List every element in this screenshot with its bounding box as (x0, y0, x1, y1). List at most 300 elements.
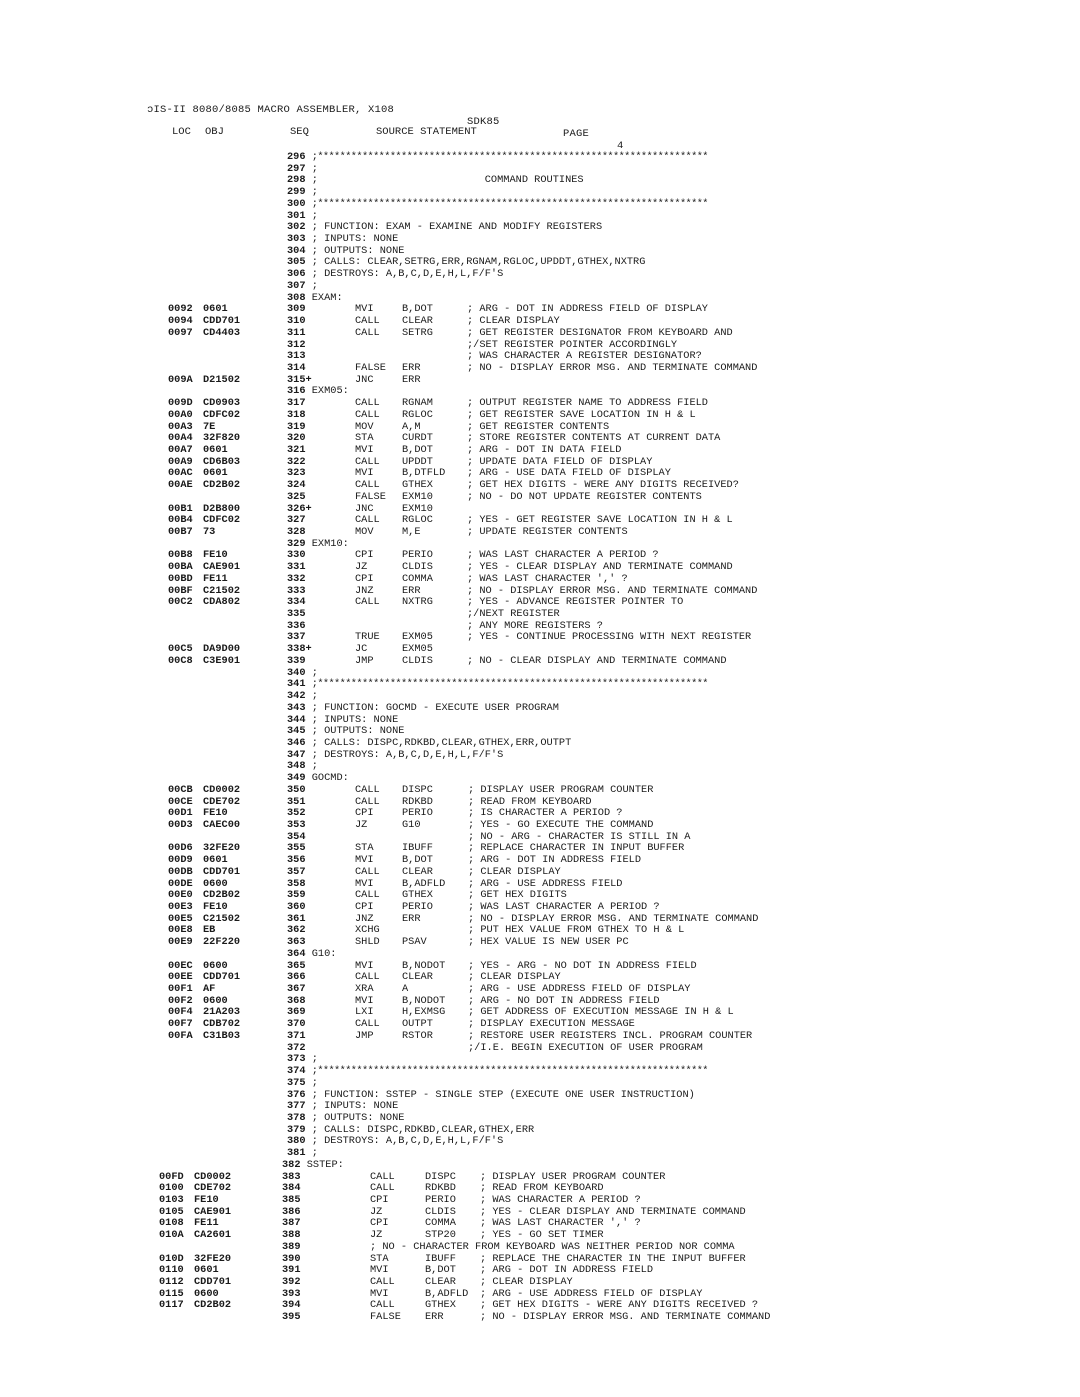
mnemonic: CALL (355, 397, 380, 410)
comment: ; ARG - NO DOT IN ADDRESS FIELD (468, 994, 660, 1007)
operand: CLDIS (425, 1205, 456, 1218)
listing-line (0, 937, 1080, 949)
operand: STP20 (425, 1229, 456, 1242)
mnemonic: JMP (355, 1029, 374, 1042)
comment: ; GET ADDRESS OF EXECUTION MESSAGE IN H & L (468, 1006, 734, 1019)
source-text: ; CALLS: CLEAR,SETRG,ERR,RGNAM,RGLOC,UPDDT,GTHEX,NXTRG (311, 256, 646, 269)
seq-number: 361 (287, 912, 306, 925)
seq-number: 368 (287, 994, 306, 1007)
operand: COMMA (425, 1217, 456, 1230)
source-line (287, 199, 708, 211)
mnemonic: MVI (355, 443, 374, 456)
seq-number: 314 (287, 361, 306, 374)
operand: UPDDT (402, 455, 433, 468)
object-code: D2B800 (203, 502, 241, 515)
mnemonic: MVI (355, 854, 374, 867)
seq-number: 371 (287, 1029, 306, 1042)
mnemonic: CPI (370, 1217, 389, 1230)
seq-number: 338+ (287, 643, 312, 656)
seq-number: 301 (287, 209, 306, 222)
object-code: 7E (203, 420, 216, 433)
object-code: CD2B02 (203, 479, 241, 492)
source-text: SSTEP: (306, 1158, 344, 1171)
operand: ERR (402, 912, 421, 925)
operand: B,ADFLD (402, 877, 446, 890)
comment: ; ARG - USE ADDRESS FIELD (468, 877, 623, 890)
comment: ; YES - GO EXECUTE THE COMMAND (468, 818, 654, 831)
source-text: ; (311, 186, 318, 199)
operand: ERR (402, 584, 421, 597)
mnemonic: STA (370, 1252, 389, 1265)
operand: DISPC (402, 783, 433, 796)
object-code: CD0002 (194, 1170, 232, 1183)
seq-number: 391 (282, 1264, 301, 1277)
comment: ; YES - CLEAR DISPLAY AND TERMINATE COMMAND (467, 561, 733, 574)
comment: ; NO - CLEAR DISPLAY AND TERMINATE COMMAND (467, 654, 727, 667)
listing-line (0, 703, 1080, 715)
comment: ; OUTPUT REGISTER NAME TO ADDRESS FIELD (467, 397, 708, 410)
object-code: 0600 (203, 877, 228, 890)
comment: ;/NEXT REGISTER (467, 608, 560, 621)
mnemonic: CALL (355, 865, 380, 878)
object-code: CD0002 (203, 783, 241, 796)
location-address: 0108 (159, 1217, 184, 1230)
object-code: D21502 (203, 373, 241, 386)
object-code: C31B03 (203, 1029, 241, 1042)
mnemonic: MVI (355, 467, 374, 480)
seq-number: 377 (287, 1100, 306, 1113)
mnemonic: MOV (355, 526, 374, 538)
mnemonic: MVI (370, 1264, 389, 1277)
source-line (287, 750, 503, 762)
listing-line (0, 222, 1080, 234)
comment: ; IS CHARACTER A PERIOD ? (468, 807, 623, 820)
operand: ERR (402, 361, 421, 374)
operand: CURDT (402, 432, 433, 445)
object-code: C21502 (203, 912, 241, 925)
object-code: CDD701 (194, 1276, 232, 1288)
separator-line: ;********************************************************************** (311, 197, 708, 210)
object-code: 0601 (203, 854, 228, 867)
listing-line (0, 820, 1080, 832)
operand: CLEAR (402, 315, 433, 328)
seq-number: 333 (287, 584, 306, 597)
object-code: CAE901 (203, 561, 241, 574)
comment: ; UPDATE REGISTER CONTENTS (467, 526, 628, 538)
source-line (287, 1066, 708, 1078)
object-code: CD6B03 (203, 455, 241, 468)
source-text: ; CALLS: DISPC,RDKBD,CLEAR,GTHEX,ERR,OUTPT (311, 736, 572, 749)
operand: IBUFF (425, 1252, 456, 1265)
column-header-obj: OBJ (205, 126, 224, 138)
seq-number: 346 (287, 736, 306, 749)
operand: EXM05 (402, 643, 433, 656)
seq-number: 386 (282, 1205, 301, 1218)
location-address: 00B8 (168, 549, 193, 562)
comment: ;/SET REGISTER POINTER ACCORDINGLY (467, 338, 678, 351)
comment: ; RESTORE USER REGISTERS INCL. PROGRAM COUNTER (468, 1029, 753, 1042)
seq-number: 313 (287, 350, 306, 363)
location-address: 00B1 (168, 502, 193, 515)
location-address: 00A7 (168, 443, 193, 456)
comment: ; GET REGISTER CONTENTS (467, 420, 610, 433)
listing-line (0, 234, 1080, 246)
comment: ; GET HEX DIGITS - WERE ANY DIGITS RECEIVED? (467, 479, 739, 492)
comment: ; READ FROM KEYBOARD (480, 1182, 604, 1195)
operand: CLEAR (402, 971, 433, 984)
seq-number: 390 (282, 1252, 301, 1265)
seq-number: 367 (287, 983, 306, 996)
object-code: 32FE20 (203, 842, 241, 855)
operand: DISPC (425, 1170, 456, 1183)
operand: EXM10 (402, 490, 433, 503)
source-text: ; INPUTS: NONE (311, 713, 399, 726)
listing-line (0, 1242, 1080, 1254)
operand: CLEAR (402, 865, 433, 878)
mnemonic: CPI (370, 1193, 389, 1206)
operand: COMMA (402, 572, 433, 585)
mnemonic: JZ (370, 1205, 383, 1218)
location-address: 00C2 (168, 596, 193, 609)
seq-number: 315+ (287, 373, 312, 386)
mnemonic: SHLD (355, 936, 380, 949)
listing-line (0, 656, 1080, 668)
source-text: ; (311, 279, 318, 292)
listing-line (0, 445, 1080, 457)
object-code: FE11 (194, 1217, 219, 1230)
operand: B,DOT (402, 443, 433, 456)
location-address: 00FA (168, 1029, 193, 1042)
operand: RGLOC (402, 514, 433, 527)
object-code: CA2601 (194, 1229, 232, 1242)
seq-number: 336 (287, 619, 306, 632)
source-text: ; DESTROYS: A,B,C,D,E,H,L,F/F'S (311, 1135, 504, 1148)
mnemonic: MVI (355, 994, 374, 1007)
seq-number: 331 (287, 561, 306, 574)
mnemonic: CALL (355, 971, 380, 984)
location-address: 00DB (168, 865, 193, 878)
object-code: 0600 (203, 959, 228, 972)
object-code: FE10 (203, 549, 228, 562)
comment: ; ARG - DOT IN ADDRESS FIELD (468, 854, 642, 867)
operand: B,ADFLD (425, 1287, 469, 1300)
module-name: SDK85 (467, 116, 500, 128)
seq-number: 297 (287, 162, 306, 175)
operand: B,DOT (425, 1264, 456, 1277)
seq-number: 319 (287, 420, 306, 433)
source-line (287, 1136, 503, 1148)
mnemonic: MVI (355, 877, 374, 890)
source-text: ; (311, 1076, 318, 1089)
seq-number: 350 (287, 783, 306, 796)
mnemonic: CPI (355, 572, 374, 585)
listing-line (0, 328, 1080, 340)
mnemonic: XCHG (355, 924, 380, 937)
source-line (287, 949, 336, 961)
seq-number: 342 (287, 690, 306, 703)
seq-number: 376 (287, 1088, 306, 1101)
mnemonic: FALSE (355, 361, 386, 374)
listing-line (0, 867, 1080, 879)
object-code: 32FE20 (194, 1252, 232, 1265)
seq-number: 388 (282, 1229, 301, 1242)
mnemonic: JZ (355, 561, 368, 574)
mnemonic: CALL (355, 408, 380, 421)
object-code: CD0903 (203, 397, 241, 410)
separator-line: ;********************************************************************** (311, 1065, 708, 1078)
listing-line (0, 1125, 1080, 1137)
listing-line (0, 1160, 1080, 1172)
operand: CLEAR (425, 1276, 456, 1288)
listing-line (0, 738, 1080, 750)
seq-number: 374 (287, 1065, 306, 1078)
seq-number: 305 (287, 256, 306, 269)
seq-number: 341 (287, 678, 306, 691)
operand: ERR (425, 1311, 444, 1324)
comment: ; NO - DISPLAY ERROR MSG. AND TERMINATE COMMAND (467, 361, 758, 374)
object-code: 22F220 (203, 936, 241, 949)
source-text: EXAM: (311, 291, 343, 304)
seq-number: 366 (287, 971, 306, 984)
separator-line: ;********************************************************************** (311, 151, 708, 163)
comment: ; ARG - DOT IN ADDRESS FIELD (480, 1264, 654, 1277)
source-text: G10: (311, 947, 337, 960)
seq-number: 306 (287, 268, 306, 281)
source-text: ; (311, 162, 318, 175)
listing-line (0, 1148, 1080, 1160)
object-code: 21A203 (203, 1006, 241, 1019)
seq-number: 343 (287, 701, 306, 714)
location-address: 00CB (168, 783, 193, 796)
mnemonic: CPI (355, 549, 374, 562)
object-code: CAE901 (194, 1205, 232, 1218)
mnemonic: CALL (355, 479, 380, 492)
location-address: 00B7 (168, 526, 193, 538)
seq-number: 354 (287, 830, 306, 843)
operand: GTHEX (425, 1299, 456, 1312)
object-code: C3E901 (203, 654, 241, 667)
seq-number: 323 (287, 467, 306, 480)
comment: ; PUT HEX VALUE FROM GTHEX TO H & L (468, 924, 685, 937)
seq-number: 329 (287, 537, 306, 550)
listing-line (0, 527, 1080, 539)
seq-number: 369 (287, 1006, 306, 1019)
listing-line (0, 281, 1080, 293)
mnemonic: CALL (355, 783, 380, 796)
location-address: 00B4 (168, 514, 193, 527)
seq-number: 358 (287, 877, 306, 890)
object-code: EB (203, 924, 216, 937)
seq-number: 357 (287, 865, 306, 878)
mnemonic: JC (355, 643, 368, 656)
mnemonic: CPI (355, 807, 374, 820)
seq-number: 324 (287, 479, 306, 492)
seq-number: 328 (287, 526, 306, 538)
location-address: 00A9 (168, 455, 193, 468)
mnemonic: JZ (355, 818, 368, 831)
location-address: 00A4 (168, 432, 193, 445)
comment: ; YES - GO SET TIMER (480, 1229, 604, 1242)
location-address: 0094 (168, 315, 193, 328)
listing-line (0, 761, 1080, 773)
separator-line: ;********************************************************************** (311, 678, 708, 691)
comment: ; UPDATE DATA FIELD OF DISPLAY (467, 455, 653, 468)
mnemonic: CALL (370, 1299, 395, 1312)
location-address: 00E5 (168, 912, 193, 925)
seq-number: 296 (287, 151, 306, 163)
comment: ; ANY MORE REGISTERS ? (467, 619, 603, 632)
source-text: ; (311, 1147, 318, 1160)
location-address: 00F4 (168, 1006, 193, 1019)
operand: A,M (402, 420, 421, 433)
assembler-title: ɔIS-II 8080/8085 MACRO ASSEMBLER, X108 (147, 104, 395, 116)
mnemonic: MOV (355, 420, 374, 433)
location-address: 00E3 (168, 901, 193, 913)
listing-line (0, 632, 1080, 644)
seq-number: 330 (287, 549, 306, 562)
operand: CLDIS (402, 561, 433, 574)
mnemonic: CALL (355, 514, 380, 527)
location-address: 00BA (168, 561, 193, 574)
operand: GTHEX (402, 889, 433, 902)
source-text: ; INPUTS: NONE (311, 233, 399, 246)
operand: H,EXMSG (402, 1006, 446, 1019)
seq-number: 385 (282, 1193, 301, 1206)
seq-number: 351 (287, 795, 306, 808)
object-code: CD2B02 (194, 1299, 232, 1312)
object-code: C21502 (203, 584, 241, 597)
comment: ; DISPLAY USER PROGRAM COUNTER (468, 783, 654, 796)
object-code: FE10 (203, 807, 228, 820)
seq-number: 322 (287, 455, 306, 468)
object-code: 0600 (203, 994, 228, 1007)
source-text: ; DESTROYS: A,B,C,D,E,H,L,F/F'S (311, 748, 504, 761)
comment: ; DISPLAY EXECUTION MESSAGE (468, 1018, 635, 1031)
source-line (287, 269, 503, 281)
comment: ; DISPLAY USER PROGRAM COUNTER (480, 1170, 666, 1183)
comment: ; CLEAR DISPLAY (468, 865, 561, 878)
operand: OUTPT (402, 1018, 433, 1031)
source-text: ; FUNCTION: EXAM - EXAMINE AND MODIFY REGISTERS (311, 221, 603, 234)
mnemonic: CALL (370, 1170, 395, 1183)
operand: RDKBD (425, 1182, 456, 1195)
location-address: 00EC (168, 959, 193, 972)
seq-number: 395 (282, 1311, 301, 1324)
listing-line (0, 1277, 1080, 1289)
location-address: 0092 (168, 303, 193, 316)
mnemonic: JMP (355, 654, 374, 667)
listing-line (0, 785, 1080, 797)
operand: B,NODOT (402, 959, 446, 972)
source-text: ; (311, 209, 318, 222)
source-text: ; OUTPUTS: NONE (311, 1111, 405, 1124)
source-line (287, 152, 708, 164)
seq-number: 299 (287, 186, 306, 199)
location-address: 00F1 (168, 983, 193, 996)
listing-line (0, 1312, 1080, 1324)
object-code: FE11 (203, 572, 228, 585)
comment: ; GET HEX DIGITS (468, 889, 567, 902)
object-code: 32F820 (203, 432, 241, 445)
seq-number: 382 (282, 1158, 301, 1171)
mnemonic: JZ (370, 1229, 383, 1242)
seq-number: 370 (287, 1018, 306, 1031)
operand: A (402, 983, 409, 996)
mnemonic: CALL (355, 1018, 380, 1031)
mnemonic: LXI (355, 1006, 374, 1019)
seq-number: 332 (287, 572, 306, 585)
seq-number: 394 (282, 1299, 301, 1312)
object-code: CDA802 (203, 596, 241, 609)
location-address: 00E9 (168, 936, 193, 949)
comment: ; YES - GET REGISTER SAVE LOCATION IN H & L (467, 514, 733, 527)
mnemonic: CALL (370, 1182, 395, 1195)
location-address: 00BF (168, 584, 193, 597)
seq-number: 304 (287, 244, 306, 257)
operand: B,NODOT (402, 994, 446, 1007)
seq-number: 365 (287, 959, 306, 972)
comment: ; NO - DISPLAY ERROR MSG. AND TERMINATE COMMAND (468, 912, 759, 925)
object-code: CDD701 (203, 865, 241, 878)
seq-number: 334 (287, 596, 306, 609)
seq-number: 352 (287, 807, 306, 820)
mnemonic: CALL (355, 889, 380, 902)
seq-number: 392 (282, 1276, 301, 1288)
comment: ; STORE REGISTER CONTENTS AT CURRENT DATA (467, 432, 721, 445)
location-address: 00A3 (168, 420, 193, 433)
comment: ; WAS CHARACTER A PERIOD ? (480, 1193, 641, 1206)
object-code: CDE702 (203, 795, 241, 808)
comment: ;/I.E. BEGIN EXECUTION OF USER PROGRAM (468, 1041, 703, 1054)
source-text: ; CALLS: DISPC,RDKBD,CLEAR,GTHEX,ERR (311, 1123, 535, 1136)
listing-line (0, 175, 1080, 187)
seq-number: 326+ (287, 502, 312, 515)
comment: ; ARG - DOT IN ADDRESS FIELD OF DISPLAY (467, 303, 708, 316)
location-address: 00F2 (168, 994, 193, 1007)
operand: RDKBD (402, 795, 433, 808)
source-text: ; (311, 690, 318, 703)
listing-line (0, 984, 1080, 996)
listing-line (0, 492, 1080, 504)
mnemonic: CALL (355, 795, 380, 808)
object-code: 0600 (194, 1287, 219, 1300)
column-header-seq: SEQ (290, 126, 309, 138)
mnemonic: TRUE (355, 631, 380, 644)
location-address: 00D3 (168, 818, 193, 831)
listing-line (0, 375, 1080, 387)
mnemonic: JNC (355, 502, 374, 515)
seq-number: 337 (287, 631, 306, 644)
seq-number: 384 (282, 1182, 301, 1195)
comment: ; GET HEX DIGITS - WERE ANY DIGITS RECEIVED ? (480, 1299, 759, 1312)
seq-number: 375 (287, 1076, 306, 1089)
operand: B,DTFLD (402, 467, 446, 480)
seq-number: 318 (287, 408, 306, 421)
listing-line (0, 679, 1080, 691)
operand: EXM05 (402, 631, 433, 644)
source-text: ; (311, 1053, 318, 1066)
seq-number: 389 (282, 1240, 301, 1253)
seq-number: 359 (287, 889, 306, 902)
operand: SETRG (402, 326, 433, 339)
listing-line (0, 750, 1080, 762)
column-header-source: SOURCE STATEMENT (376, 126, 477, 138)
location-address: 00C8 (168, 654, 193, 667)
seq-number: 373 (287, 1053, 306, 1066)
listing-line (0, 199, 1080, 211)
comment: ; NO - DO NOT UPDATE REGISTER CONTENTS (467, 490, 702, 503)
object-code: CD2B02 (203, 889, 241, 902)
